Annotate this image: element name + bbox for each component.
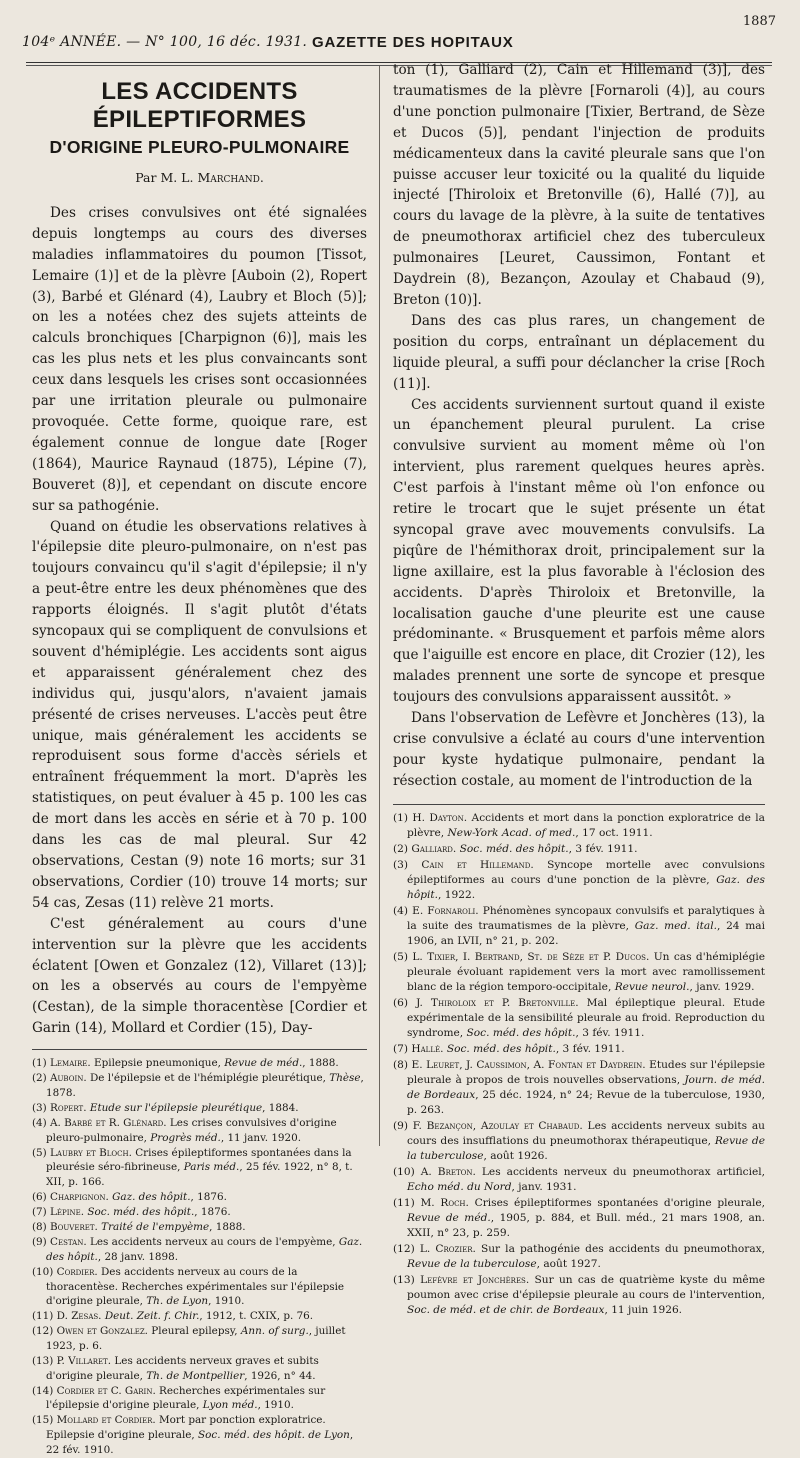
footnote-text: Les accidents nerveux au cours de l'empyème, xyxy=(86,1236,339,1249)
footnote-number: (15) xyxy=(32,1414,57,1427)
byline xyxy=(32,168,367,189)
footnote xyxy=(393,1119,765,1164)
footnote-details: , 25 déc. 1924, n° 24; Revue de la tuberculose, 1930, p. 263. xyxy=(407,1088,765,1116)
footnote-details: , 11 juin 1926. xyxy=(604,1303,683,1316)
footnote-details: , 1878. xyxy=(46,1072,364,1099)
footnote xyxy=(32,1354,367,1383)
footnote-text: Mal épileptique pleural. Etude expérimentale de la sensibilité pleurale au froid. Reproduction du syndrome, xyxy=(407,996,766,1039)
footnote-number: (10) xyxy=(393,1165,421,1178)
footnote-source: Paris méd. xyxy=(183,1161,240,1174)
footnote-details: , 3 fév. 1911. xyxy=(575,1026,645,1039)
footnote-source: Soc. méd. des hôpit. xyxy=(459,842,569,855)
footnote xyxy=(393,904,765,949)
footnote-source: Etude sur l'épilepsie pleurétique xyxy=(89,1101,263,1114)
footnote xyxy=(32,1146,367,1190)
footnote-author: Lépine. xyxy=(50,1206,85,1219)
footnote-details: , 3 fév. 1911. xyxy=(568,842,638,855)
footnote-number: (4) xyxy=(393,904,413,917)
footnote-source: Revue neurol. xyxy=(614,980,690,993)
footnote xyxy=(393,842,765,857)
footnote-details: , 1888. xyxy=(209,1221,246,1234)
footnote-author: Laubry et Bloch. xyxy=(50,1146,132,1159)
footnote xyxy=(32,1235,367,1264)
footnote xyxy=(393,811,765,841)
footnote-author: J. Thiroloix et P. Bretonville. xyxy=(416,996,579,1009)
footnote-details: , 3 fév. 1911. xyxy=(555,1042,625,1055)
footnote-number: (7) xyxy=(393,1042,412,1055)
footnote-text: Epilepsie pneumonique, xyxy=(90,1057,225,1070)
footnote-details: , 1888. xyxy=(302,1057,339,1070)
footnote-author: Cain et Hillemand. xyxy=(421,858,534,871)
footnote xyxy=(393,1273,765,1318)
footnote-author: Charpignon. xyxy=(50,1191,109,1203)
footnote xyxy=(393,950,765,995)
footnote-number: (6) xyxy=(393,996,417,1009)
footnote-number: (1) xyxy=(393,811,413,824)
footnote-source: Gaz. med. ital. xyxy=(634,919,718,932)
footnote-number: (10) xyxy=(32,1265,57,1278)
footnote-number: (11) xyxy=(32,1310,57,1323)
footnote xyxy=(32,1384,367,1413)
footnote-source: Revue de méd. xyxy=(407,1211,491,1224)
footnote-number: (13) xyxy=(32,1355,57,1368)
footnote-source: Thèse xyxy=(329,1072,361,1085)
footnote-source: Lyon méd. xyxy=(202,1399,258,1412)
footnote-author: Auboin. xyxy=(50,1072,87,1085)
footnote-number: (5) xyxy=(32,1146,51,1159)
footnote-author: Cestan. xyxy=(50,1236,87,1249)
footnote-details: , 1905, p. 884, et Bull. méd., 21 mars 1908, an. XXII, n° 23, p. 259. xyxy=(407,1211,765,1239)
footnote-source: Traité de l'empyème xyxy=(101,1221,210,1234)
footnote-details: , août 1927. xyxy=(536,1257,601,1270)
footnote xyxy=(393,1242,765,1272)
footnote xyxy=(32,1071,367,1100)
footnote xyxy=(32,1265,367,1309)
footnote xyxy=(32,1101,367,1116)
right-column xyxy=(393,60,765,1319)
footnote-details: , 1922. xyxy=(438,888,476,901)
footnote-source: Th. de Lyon xyxy=(146,1295,209,1308)
footnote-number: (5) xyxy=(393,950,413,963)
footnote-number: (14) xyxy=(32,1384,57,1397)
byline-author: Marchand. xyxy=(197,170,264,185)
footnote xyxy=(32,1205,367,1220)
footnote-details: , 24 mai 1906, an LVII, n° 21, p. 202. xyxy=(407,919,765,947)
footnote-text: Recherches expérimentales sur l'épilepsie d'origine pleurale, xyxy=(46,1384,326,1412)
footnote-text: Accidents et mort dans la ponction exploratrice de la plèvre, xyxy=(407,811,765,839)
footnote-details: , 1910. xyxy=(208,1295,245,1308)
footnote-details: , 1926, n° 44. xyxy=(244,1369,316,1382)
footnote-number: (13) xyxy=(393,1273,421,1286)
footnote-author: Bouveret. xyxy=(50,1221,98,1234)
footnote-number: (9) xyxy=(393,1119,413,1132)
footnote xyxy=(32,1309,367,1324)
footnote-author: Ropert. xyxy=(50,1101,87,1114)
footnote-number: (1) xyxy=(32,1057,51,1070)
footnote-number: (11) xyxy=(393,1196,421,1209)
footnote-details: , 1876. xyxy=(190,1191,227,1203)
left-column xyxy=(32,66,367,1458)
footnote-text: Phénomènes syncopaux convulsifs et paralytiques à la suite des traumatismes de la plèvre, xyxy=(407,904,765,932)
footnote xyxy=(32,1190,367,1205)
footnote-text: Crises épileptiformes spontanées d'origine pleurale, xyxy=(468,1196,765,1209)
footnote-source: Revue de la tuberculose xyxy=(407,1134,765,1162)
footnote-number: (4) xyxy=(32,1117,51,1130)
footnote-source: Gaz. des hôpit. xyxy=(46,1236,363,1263)
footnote-number: (2) xyxy=(32,1072,51,1085)
footnote-rule xyxy=(32,1049,367,1050)
footnote xyxy=(393,858,765,903)
footnote-text: Un cas d'hémiplégie pleurale évoluant rapidement vers la mort avec ramollissement blanc de la région temporo-occipitale, xyxy=(407,950,766,993)
footnote xyxy=(393,1165,765,1195)
footnote-number: (2) xyxy=(393,842,412,855)
footnote-author: Mollard et Cordier. xyxy=(56,1414,156,1427)
paragraph: C'est généralement au cours d'une intervention sur la plèvre que les accidents éclatent [Owen et Gonzalez (12), Villaret (13)]; on les a observés au cours de l'empyème (Cestan), de la simple thoracentèse [Cordier et Garin (14), Mollard et Cordier (15), Day- xyxy=(32,915,367,1037)
right-footnotes xyxy=(393,811,765,1318)
footnote-source: Revue de méd. xyxy=(224,1057,303,1070)
footnote-text: Sur un cas de quatrième kyste du même poumon avec crise d'épilepsie pleurale au cours de l'intervention, xyxy=(407,1273,766,1301)
footnote-source: Progrès méd. xyxy=(150,1131,221,1144)
footnote-source: Revue de la tuberculose xyxy=(407,1257,537,1270)
footnote-source: Soc. méd. des hôpit. xyxy=(446,1042,556,1055)
footnote xyxy=(32,1056,367,1071)
footnote-details: , 11 janv. 1920. xyxy=(220,1131,302,1144)
footnote-number: (12) xyxy=(32,1325,57,1338)
footnote xyxy=(393,996,765,1041)
paragraph: Quand on étudie les observations relatives à l'épilepsie dite pleuro-pulmonaire, on n'est pas toujours convaincu qu'il s'agit d'épilepsie; il n'y a peut-être entre les deux phénomènes que des rapports éloignés. Il s'agit plutôt d'états syncopaux qui se compliquent de convulsions et souvent d'hémiplégie. Les accidents sont aigus et apparaissent généralement chez des individus qui, jusqu'alors, n'avaient jamais présenté de crises nerveuses. L'accès peut être unique, mais généralement les accidents se reproduisent sous forme d'accès sériels et entraînent fréquemment la mort. D'après les statistiques, on peut évaluer à 45 p. 100 les cas de mort dans les accès en série et à 70 p. 100 dans les cas de mal pleural. Sur 42 observations, Cestan (9) note 16 morts; sur 31 observations, Cordier (10) trouve 14 morts; sur 54 cas, Zesas (11) relève 21 morts. xyxy=(32,518,367,911)
footnote xyxy=(32,1324,367,1353)
footnote-source: Echo méd. du Nord xyxy=(407,1180,512,1193)
footnote-author: L. Tixier, I. Bertrand, St. de Sèze et P. Ducos. xyxy=(412,950,650,963)
footnote-source: Soc. de méd. et de chir. de Bordeaux xyxy=(407,1303,605,1316)
footnote-number: (6) xyxy=(32,1191,51,1203)
footnote-details: , 1884. xyxy=(262,1101,299,1114)
footnote-source: Journ. de méd. de Bordeaux xyxy=(407,1073,766,1101)
footnote-text: Les crises convulsives d'origine pleuro-pulmonaire, xyxy=(46,1117,337,1144)
footnote-source: Gaz. des hôpit. xyxy=(407,873,765,901)
journal-name: GAZETTE DES HOPITAUX xyxy=(312,34,514,51)
byline-prefix: Par M. L. xyxy=(135,170,198,185)
footnote-author: Hallé. xyxy=(411,1042,444,1055)
footnote-details: , janv. 1929. xyxy=(689,980,755,993)
footnote-author: H. Dayton. xyxy=(412,811,468,824)
paragraph: ton (1), Galliard (2), Cain et Hillemand (3)], des traumatismes de la plèvre [Fornaroli (4)], au cours d'une ponction pulmonaire [Tixier, Bertrand, de Sèze et Ducos (5)], pendant l'injection de produits médicamenteux dans la cavité pleurale sans que l'on puisse accuser leur toxicité ou la qualité du liquide injecté [Thiroloix et Bretonville (6), Hallé (7)], au cours du lavage de la plèvre, à la suite de tentatives de pneumothorax artificiel chez des tuberculeux pulmonaires [Leuret, Caussimon, Fontant et Daydrein (8), Bezançon, Azoulay et Chabaud (9), Breton (10)]. xyxy=(393,62,765,308)
footnote-details: , 28 janv. 1898. xyxy=(97,1250,179,1263)
footnote-source: Soc. méd. des hôpit. xyxy=(87,1206,195,1219)
footnote-number: (12) xyxy=(393,1242,420,1255)
issue-line: 104ᵉ ANNÉE. — N° 100, 16 déc. 1931. xyxy=(22,34,308,50)
footnote-author: E. Fornaroli. xyxy=(412,904,479,917)
footnote-source: Soc. méd. des hôpit. xyxy=(466,1026,576,1039)
column-divider xyxy=(379,66,380,1146)
footnote-number: (3) xyxy=(393,858,422,871)
footnote-rule xyxy=(393,804,765,805)
left-footnotes xyxy=(32,1056,367,1457)
article-title: LES ACCIDENTS ÉPILEPTIFORMES xyxy=(92,78,307,133)
footnote-text: Les accidents nerveux du pneumothorax artificiel, xyxy=(475,1165,766,1178)
footnote-details: , août 1926. xyxy=(483,1149,548,1162)
footnote-source: Soc. méd. des hôpit. de Lyon xyxy=(198,1429,350,1441)
footnote-text: Crises épileptiformes spontanées dans la pleurésie séro-fibrineuse, xyxy=(46,1146,352,1174)
footnote-text: Pleural epilepsy, xyxy=(147,1325,241,1338)
footnote-details: , 22 fév. 1910. xyxy=(46,1429,354,1456)
footnote-text: Etudes sur l'épilepsie pleurale à propos de trois nouvelles observations, xyxy=(407,1058,766,1086)
footnote-author: E. Leuret, J. Caussimon, A. Fontan et Daydrein. xyxy=(411,1058,646,1071)
footnote-author: Lefèvre et Jonchères. xyxy=(420,1273,530,1286)
footnote-author: Lemaire. xyxy=(50,1057,91,1070)
footnote-text: Sur la pathogénie des accidents du pneumothorax, xyxy=(475,1242,765,1255)
footnote-text: Mort par ponction exploratrice. Epilepsie d'origine pleurale, xyxy=(46,1414,326,1441)
footnote xyxy=(393,1196,765,1241)
footnote-source: Ann. of surg. xyxy=(240,1325,309,1338)
footnote-text: De l'épilepsie et de l'hémiplégie pleurétique, xyxy=(86,1072,330,1085)
footnote-number: (9) xyxy=(32,1236,51,1249)
footnote-number: (8) xyxy=(32,1221,51,1234)
footnote-number: (7) xyxy=(32,1206,51,1219)
footnote-details: , 25 fév. 1922, n° 8, t. XII, p. 166. xyxy=(46,1161,353,1188)
footnote xyxy=(32,1413,367,1457)
footnote-number: (3) xyxy=(32,1101,51,1114)
footnote-source: Th. de Montpellier xyxy=(146,1369,245,1382)
footnote-details: , 1910. xyxy=(257,1399,294,1412)
footnote-author: A. Breton. xyxy=(420,1165,476,1178)
paragraph: Des crises convulsives ont été signalées depuis longtemps au cours des diverses maladies inflammatoires du poumon [Tissot, Lemaire (1)] et de la plèvre [Auboin (2), Ropert (3), Barbé et Glénard (4), Laubry et Bloch (5)]; on les a notées chez des sujets atteints de calculs bronchiques [Charpignon (6)], mais les cas les plus nets et les plus convaincants sont ceux dans lesquels les crises sont occasionnées par une irritation pleurale ou pulmonaire provoquée. Cette forme, quoique rare, est également connue de longue date [Roger (1864), Maurice Raynaud (1875), Lépine (7), Bouveret (8)], et cependant on discute encore sur sa pathogénie. xyxy=(32,204,367,514)
footnote-author: P. Villaret. xyxy=(56,1355,112,1368)
footnote-number: (8) xyxy=(393,1058,412,1071)
footnote-source: Deut. Zeit. f. Chir. xyxy=(104,1310,200,1323)
footnote xyxy=(393,1058,765,1118)
footnote xyxy=(32,1220,367,1235)
footnote-author: L. Crozier. xyxy=(419,1242,476,1255)
footnote-text: Des accidents nerveux au cours de la thoracentèse. Recherches expérimentales sur l'épilepsie d'origine pleurale, xyxy=(46,1265,345,1308)
footnote-author: Cordier et C. Garin. xyxy=(56,1384,156,1397)
footnote xyxy=(32,1116,367,1145)
footnote-details: , janv. 1931. xyxy=(511,1180,577,1193)
footnote-details: , 1912, t. CXIX, p. 76. xyxy=(199,1310,314,1323)
footnote-text: Les accidents nerveux subits au cours des insufflations du pneumothorax thérapeutique, xyxy=(407,1119,765,1147)
footnote-author: Owen et Gonzalez. xyxy=(56,1325,148,1338)
footnote-author: Cordier. xyxy=(56,1265,98,1278)
footnote-source: New-York Acad. of med. xyxy=(447,826,576,839)
footnote-author: D. Zesas. xyxy=(56,1310,102,1323)
footnote-details: , juillet 1923, p. 6. xyxy=(46,1325,346,1352)
footnote-text: Les accidents nerveux graves et subits d'origine pleurale, xyxy=(46,1355,319,1382)
footnote-author: Galliard. xyxy=(411,842,457,855)
footnote-details: , 1876. xyxy=(194,1206,231,1219)
page-header xyxy=(22,14,782,58)
paragraph: Ces accidents surviennent surtout quand il existe un épanchement pleural purulent. La crise convulsive survient au moment même où l'on intervient, plus rarement quelques heures après. C'est parfois à l'instant même où l'on enfonce ou retire le trocart que le sujet présente un état syncopal grave avec mouvements convulsifs. La piqûre de l'hémithorax droit, principalement sur la ligne axillaire, est la plus favorable à l'éclosion des accidents. D'après Thiroloix et Bretonville, la localisation gauche d'une pleurite est une cause prédominante. « Brusquement et parfois même alors que l'aiguille est encore en place, dit Crozier (12), les malades prennent une sorte de syncope et presque toujours des convulsions apparaissent aussitôt. » xyxy=(393,396,765,706)
paragraph: Dans des cas plus rares, un changement de position du corps, entraînant un déplacement du liquide pleural, a suffi pour déclancher la crise [Roch (11)]. xyxy=(393,312,765,392)
footnote-details: , 17 oct. 1911. xyxy=(575,826,653,839)
footnote-source: Gaz. des hôpit. xyxy=(112,1191,191,1203)
article-subtitle: D'ORIGINE PLEURO-PULMONAIRE xyxy=(49,137,350,157)
footnote-text: Syncope mortelle avec convulsions épileptiformes au cours d'une ponction de la plèvre, xyxy=(407,858,765,886)
paragraph: Dans l'observation de Lefèvre et Jonchères (13), la crise convulsive a éclaté au cours d'une intervention pour kyste hydatique pulmonaire, pendant la résection costale, au moment de l'introduction de la xyxy=(393,710,765,789)
footnote-author: M. Roch. xyxy=(420,1196,469,1209)
footnote-author: F. Bezançon, Azoulay et Chabaud. xyxy=(412,1119,583,1132)
footnote-author: A. Barbé et R. Glénard. xyxy=(50,1117,167,1130)
footnote xyxy=(393,1042,765,1057)
page-number: 1887 xyxy=(742,14,776,29)
